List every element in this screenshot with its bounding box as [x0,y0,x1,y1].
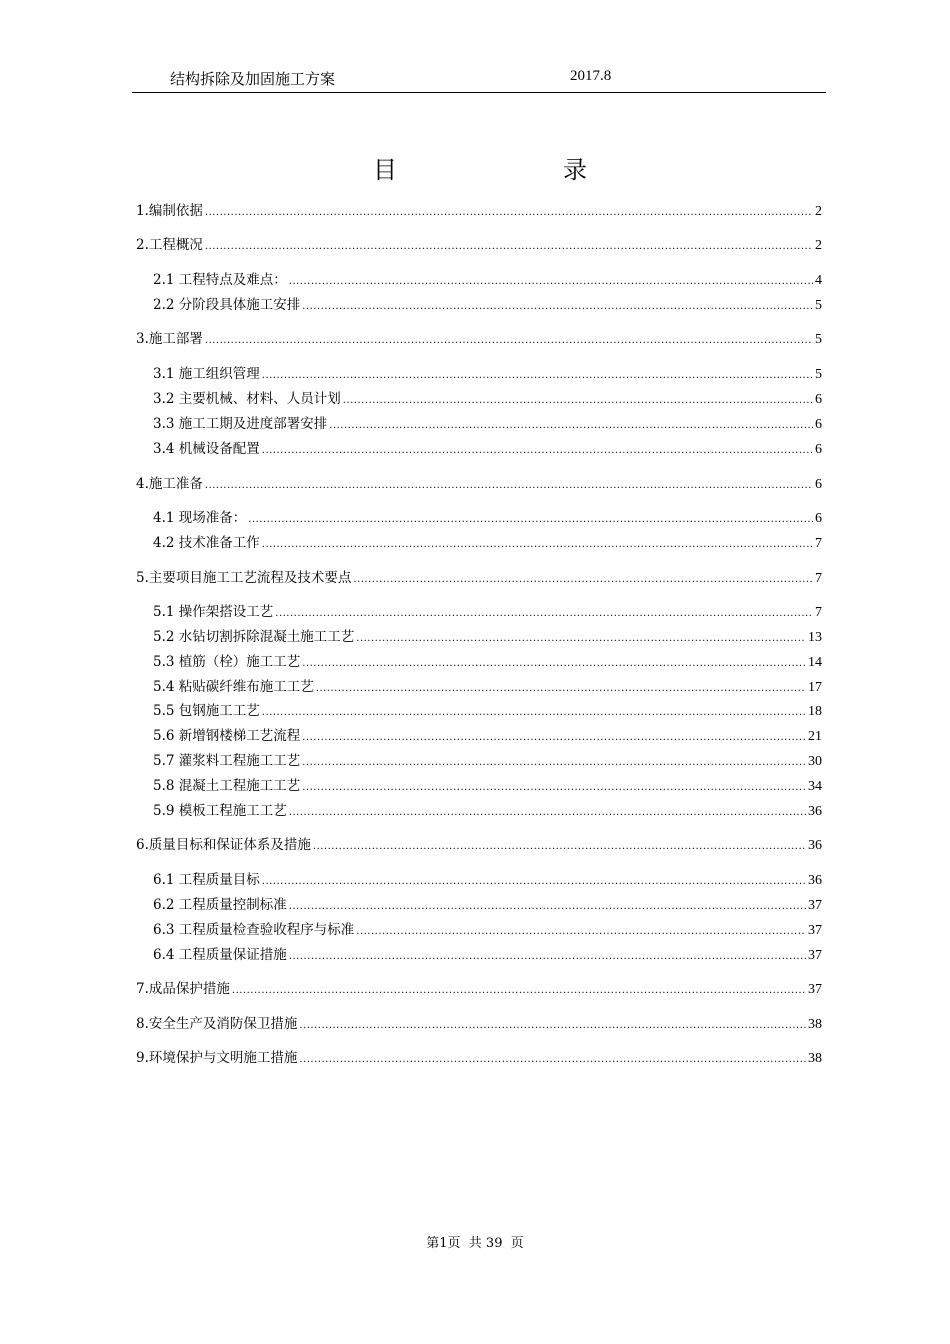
document-date: 2017.8 [570,68,612,84]
toc-leader-dots [302,728,806,748]
toc-entry-page: 5 [815,332,822,347]
toc-entry-label: 5.1 操作架搭设工艺 [153,604,274,620]
toc-entry-label: 5.2 水钻切割拆除混凝土施工工艺 [153,629,355,645]
toc-entry-label: 2.1 工程特点及难点： [153,272,287,288]
toc-heading-char-1: 目 [373,156,397,184]
toc-entry-label: 3.4 机械设备配置 [153,441,260,457]
toc-entry[interactable] [153,920,822,940]
toc-entry-page: 38 [808,1017,822,1032]
toc-entry-label: 2.工程概况 [136,237,203,253]
toc-entry-label: 1.编制依据 [136,203,203,219]
toc-leader-dots [302,654,806,674]
toc-entry-label: 4.2 技术准备工作 [153,535,260,551]
toc-leader-dots [289,272,813,292]
toc-entry[interactable] [153,652,822,672]
toc-leader-dots [289,897,806,917]
toc-leader-dots [316,679,806,699]
toc-entry-label: 4.1 现场准备： [153,510,247,526]
toc-entry[interactable] [153,508,822,528]
toc-heading [0,150,950,182]
toc-entry-label: 6.1 工程质量目标 [153,872,260,888]
toc-entry[interactable] [136,835,822,855]
toc-entry[interactable] [153,776,822,796]
toc-leader-dots [262,703,806,723]
toc-entry[interactable] [153,895,822,915]
toc-entry-label: 5.3 植筋（栓）施工工艺 [153,654,301,670]
toc-entry-label: 6.2 工程质量控制标准 [153,897,287,913]
toc-leader-dots [353,570,813,590]
toc-entry[interactable] [153,389,822,409]
toc-entry[interactable] [153,801,822,821]
toc-leader-dots [262,366,813,386]
toc-entry[interactable] [136,329,822,349]
toc-entry-label: 9.环境保护与文明施工措施 [136,1050,298,1066]
toc-leader-dots [302,297,813,317]
document-title: 结构拆除及加固施工方案 [170,70,336,88]
toc-entry-page: 34 [808,779,822,794]
toc-entry-page: 38 [808,1051,822,1066]
toc-entry-page: 6 [815,511,822,526]
toc-entry-page: 37 [808,898,822,913]
toc-leader-dots [356,629,806,649]
toc-entry[interactable] [153,627,822,647]
toc-entry-label: 5.6 新增钢楼梯工艺流程 [153,728,301,744]
toc-leader-dots [205,237,813,257]
toc-entry-label: 3.3 施工工期及进度部署安排 [153,416,328,432]
toc-leader-dots [205,203,813,223]
toc-leader-dots [356,922,806,942]
toc-entry[interactable] [136,201,822,221]
toc-entry-label: 4.施工准备 [136,476,203,492]
toc-entry-page: 6 [815,392,822,407]
toc-entry-label: 6.3 工程质量检查验收程序与标准 [153,922,355,938]
toc-leader-dots [289,947,806,967]
toc-entry-page: 13 [808,630,822,645]
toc-entry-page: 5 [815,367,822,382]
toc-entry-label: 5.4 粘贴碳纤维布施工工艺 [153,679,314,695]
toc-leader-dots [302,753,806,773]
toc-entry-page: 18 [808,704,822,719]
toc-entry-page: 7 [815,571,822,586]
toc-entry-page: 14 [808,655,822,670]
toc-entry-page: 36 [808,838,822,853]
toc-leader-dots [343,391,813,411]
toc-entry-page: 2 [815,204,822,219]
toc-entry-page: 36 [808,804,822,819]
toc-entry-label: 2.2 分阶段具体施工安排 [153,297,301,313]
toc-entry-label: 5.8 混凝土工程施工工艺 [153,778,301,794]
toc-entry-label: 3.1 施工组织管理 [153,366,260,382]
toc-entry-page: 7 [815,536,822,551]
toc-leader-dots [205,476,813,496]
toc-entry[interactable] [153,677,822,697]
toc-entry[interactable] [136,979,822,999]
toc-leader-dots [262,441,813,461]
toc-entry-page: 2 [815,238,822,253]
toc-entry-page: 17 [808,680,822,695]
toc-entry[interactable] [153,945,822,965]
toc-leader-dots [262,872,806,892]
toc-entry-page: 30 [808,754,822,769]
toc-entry-label: 7.成品保护措施 [136,981,230,997]
toc-entry[interactable] [136,474,822,494]
toc-entry-page: 7 [815,605,822,620]
toc-entry[interactable] [136,235,822,255]
toc-entry-label: 6.质量目标和保证体系及措施 [136,837,311,853]
toc-entry[interactable] [153,870,822,890]
toc-entry[interactable] [136,568,822,588]
toc-entry[interactable] [136,1014,822,1034]
toc-entry[interactable] [153,701,822,721]
toc-leader-dots [275,604,813,624]
toc-leader-dots [299,1016,806,1036]
toc-entry[interactable] [153,751,822,771]
toc-leader-dots [289,803,806,823]
toc-entry-page: 4 [815,273,822,288]
toc-entry-page: 5 [815,298,822,313]
toc-entry-label: 5.5 包钢施工工艺 [153,703,260,719]
toc-entry-page: 36 [808,873,822,888]
toc-entry[interactable] [153,602,822,622]
page-footer: 第1页 共 39 页 [426,1236,524,1251]
toc-entry-page: 37 [808,948,822,963]
toc-heading-char-2: 录 [563,156,587,184]
toc-leader-dots [299,1050,806,1070]
toc-entry[interactable] [153,364,822,384]
toc-entry-label: 3.2 主要机械、材料、人员计划 [153,391,341,407]
toc-entry[interactable] [153,726,822,746]
toc-leader-dots [262,535,813,555]
toc-entry-page: 21 [808,729,822,744]
toc-entry[interactable] [153,414,822,434]
toc-leader-dots [232,981,806,1001]
toc-entry[interactable] [153,270,822,290]
toc-entry-label: 5.主要项目施工工艺流程及技术要点 [136,570,352,586]
toc-entry-page: 6 [815,477,822,492]
toc-entry-page: 6 [815,417,822,432]
toc-entry-page: 6 [815,442,822,457]
toc-entry-label: 5.9 模板工程施工工艺 [153,803,287,819]
toc-leader-dots [313,837,806,857]
toc-leader-dots [302,778,806,798]
toc-leader-dots [205,331,813,351]
toc-entry[interactable] [153,295,822,315]
toc-entry-label: 8.安全生产及消防保卫措施 [136,1016,298,1032]
toc-entry[interactable] [136,1048,822,1068]
toc-leader-dots [329,416,813,436]
toc-entry-label: 3.施工部署 [136,331,203,347]
toc-leader-dots [248,510,813,530]
toc-entry-label: 6.4 工程质量保证措施 [153,947,287,963]
toc-entry[interactable] [153,533,822,553]
toc-entry-label: 5.7 灌浆料工程施工工艺 [153,753,301,769]
page-header [132,66,826,93]
toc-entry-page: 37 [808,982,822,997]
toc-entry[interactable] [153,439,822,459]
toc-entry-page: 37 [808,923,822,938]
